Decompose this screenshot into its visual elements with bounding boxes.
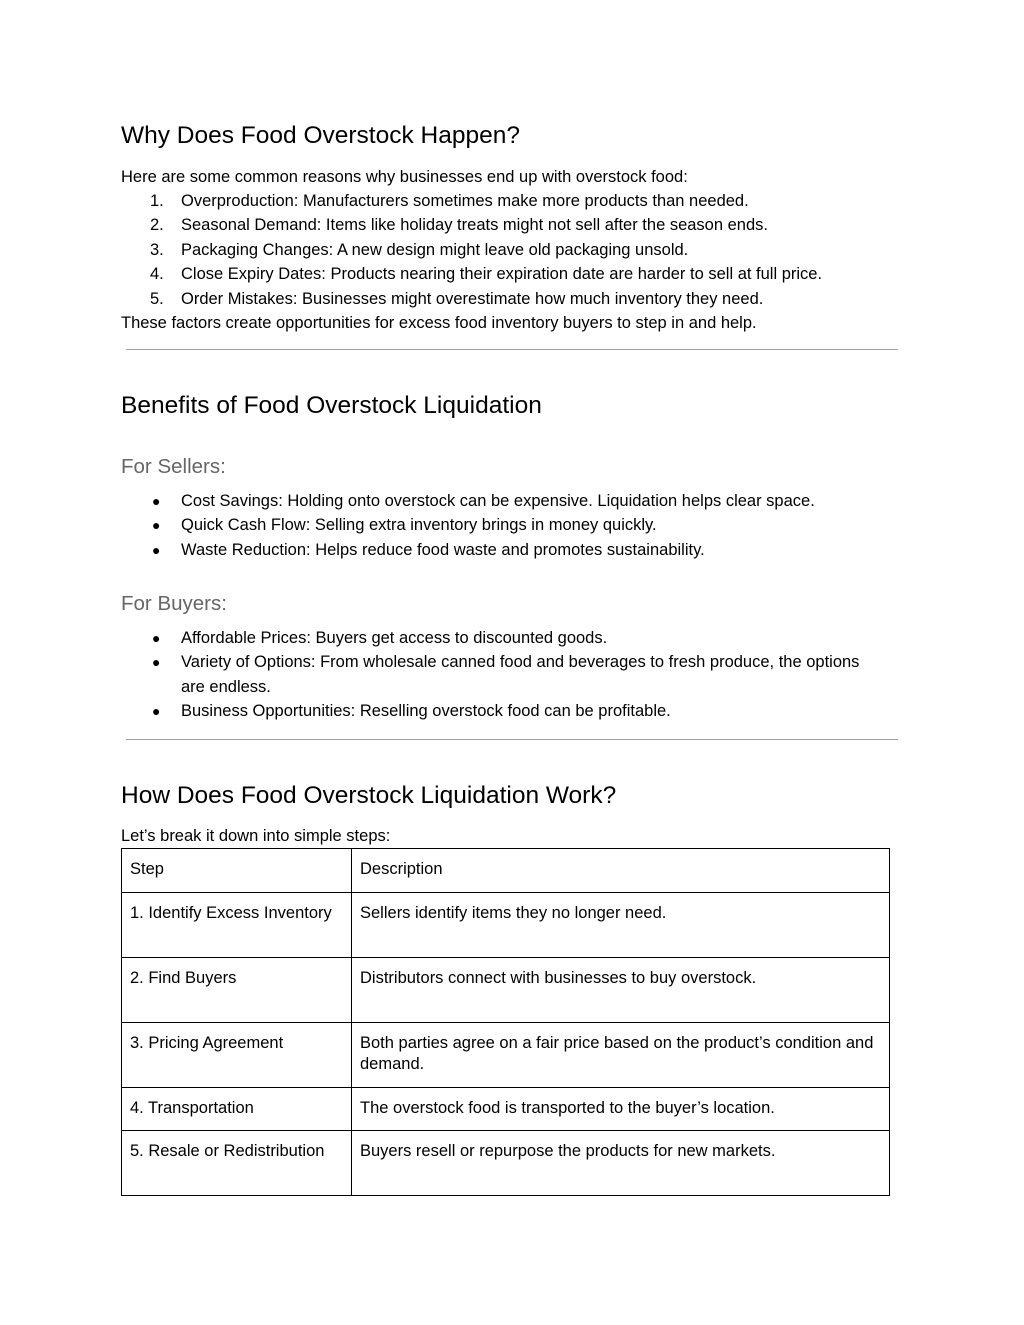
list-item bbox=[121, 699, 901, 723]
table-header-cell: Step bbox=[122, 849, 352, 893]
list-number: 4. bbox=[150, 265, 164, 284]
list-item-text: Waste Reduction: Helps reduce food waste and promotes sustainability. bbox=[181, 540, 705, 559]
table-cell-step: 4. Transportation bbox=[122, 1088, 352, 1131]
list-number: 3. bbox=[150, 240, 164, 259]
list-item bbox=[121, 538, 901, 562]
list-item bbox=[121, 489, 901, 513]
list-item-text: Affordable Prices: Buyers get access to discounted goods. bbox=[181, 629, 608, 647]
list-item-text: Packaging Changes: A new design might leave old packaging unsold. bbox=[181, 240, 689, 259]
table-row bbox=[122, 958, 890, 1023]
horizontal-divider bbox=[126, 349, 898, 350]
sellers-benefits-list bbox=[121, 489, 901, 562]
section-intro-why: Here are some common reasons why businesses end up with overstock food: bbox=[121, 168, 688, 186]
list-item-text: Variety of Options: From wholesale canned food and beverages to fresh produce, the options are endless. bbox=[181, 653, 860, 696]
table-row bbox=[122, 1023, 890, 1088]
list-item bbox=[121, 213, 901, 237]
table-cell-step: 1. Identify Excess Inventory bbox=[122, 893, 352, 958]
list-item bbox=[121, 262, 901, 286]
bullet-icon: ● bbox=[152, 654, 161, 671]
list-item-text: Order Mistakes: Businesses might overestimate how much inventory they need. bbox=[181, 289, 764, 308]
bullet-icon: ● bbox=[152, 630, 161, 646]
table-row bbox=[122, 1131, 890, 1196]
bullet-icon: ● bbox=[152, 703, 161, 720]
list-item-text: Overproduction: Manufacturers sometimes make more products than needed. bbox=[181, 192, 749, 210]
list-item-text: Close Expiry Dates: Products nearing their expiration date are harder to sell at full price. bbox=[181, 265, 823, 284]
list-item bbox=[121, 189, 901, 213]
table-cell-description: Sellers identify items they no longer need. bbox=[352, 893, 890, 958]
section-heading-how: How Does Food Overstock Liquidation Work? bbox=[121, 782, 617, 809]
list-number: 5. bbox=[150, 289, 164, 308]
list-item bbox=[121, 650, 901, 699]
subheading-sellers: For Sellers: bbox=[121, 455, 226, 478]
subheading-buyers: For Buyers: bbox=[121, 592, 227, 615]
section-heading-benefits: Benefits of Food Overstock Liquidation bbox=[121, 392, 542, 419]
list-number: 1. bbox=[150, 192, 164, 210]
table-cell-step: 5. Resale or Redistribution bbox=[122, 1131, 352, 1196]
list-item-text: Quick Cash Flow: Selling extra inventory brings in money quickly. bbox=[181, 516, 657, 535]
table-row bbox=[122, 1088, 890, 1131]
list-item bbox=[121, 626, 901, 650]
table-cell-description: The overstock food is transported to the buyer’s location. bbox=[352, 1088, 890, 1131]
section-intro-how: Let’s break it down into simple steps: bbox=[121, 827, 391, 845]
bullet-icon: ● bbox=[152, 541, 161, 558]
bullet-icon: ● bbox=[152, 493, 161, 509]
table-cell-description: Both parties agree on a fair price based on the product’s condition and demand. bbox=[352, 1023, 890, 1088]
table-header-cell: Description bbox=[352, 849, 890, 893]
reasons-list bbox=[121, 189, 901, 311]
buyers-benefits-list bbox=[121, 626, 901, 724]
bullet-icon: ● bbox=[152, 517, 161, 534]
table-row bbox=[122, 893, 890, 958]
section-outro-why: These factors create opportunities for excess food inventory buyers to step in and help. bbox=[121, 314, 757, 332]
list-item bbox=[121, 287, 901, 311]
section-heading-why: Why Does Food Overstock Happen? bbox=[121, 122, 520, 149]
table-cell-description: Buyers resell or repurpose the products for new markets. bbox=[352, 1131, 890, 1196]
list-item bbox=[121, 238, 901, 262]
list-item bbox=[121, 513, 901, 537]
table-cell-step: 3. Pricing Agreement bbox=[122, 1023, 352, 1088]
list-item-text: Business Opportunities: Reselling overstock food can be profitable. bbox=[181, 702, 671, 721]
table-header-row bbox=[122, 849, 890, 893]
list-number: 2. bbox=[150, 216, 164, 235]
list-item-text: Seasonal Demand: Items like holiday treats might not sell after the season ends. bbox=[181, 216, 768, 235]
table-cell-step: 2. Find Buyers bbox=[122, 958, 352, 1023]
list-item-text: Cost Savings: Holding onto overstock can be expensive. Liquidation helps clear space. bbox=[181, 492, 815, 510]
table-cell-description: Distributors connect with businesses to buy overstock. bbox=[352, 958, 890, 1023]
horizontal-divider bbox=[126, 739, 898, 740]
steps-table bbox=[121, 848, 890, 1196]
